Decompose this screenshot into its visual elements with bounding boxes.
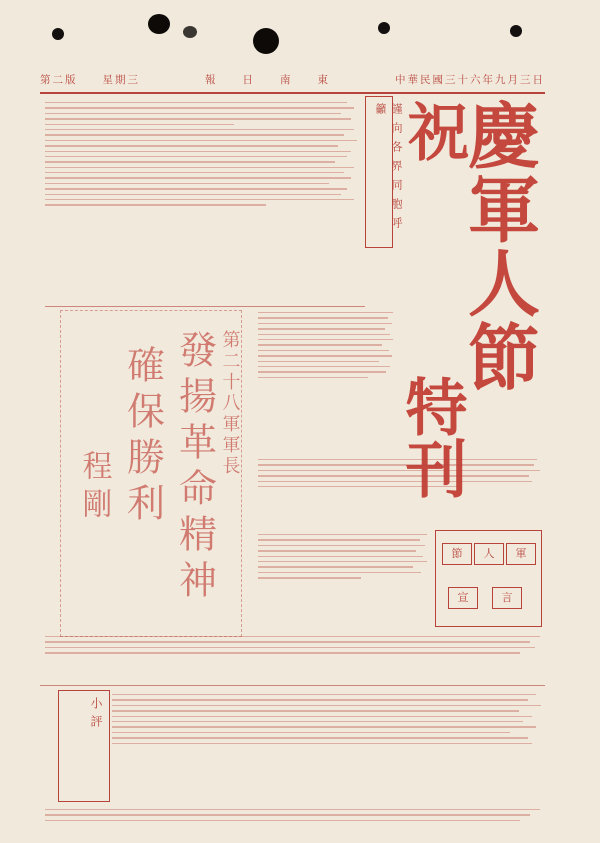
notice-cell: 節 [442, 543, 472, 565]
notice-box [435, 530, 542, 627]
section-rule [40, 685, 545, 686]
calligraphy-col-3: 第二十八軍軍長 [219, 330, 241, 477]
commentary-label: 小評 [89, 697, 103, 733]
masthead-center: 報 日 南 東 [205, 73, 330, 86]
masthead [40, 68, 545, 90]
calligraphy-col-1: 發揚革命精神 [172, 330, 217, 606]
ink-stain [253, 28, 279, 54]
article-middle-right [258, 308, 396, 448]
notice-cell: 宣 [448, 587, 478, 609]
section-rule [45, 306, 365, 307]
sub-heading: 謹向各界同胞呼籲 [374, 103, 403, 236]
special-title-suffix: 特刊 [395, 375, 468, 499]
calligraphy-col-2: 確保勝利 [120, 345, 165, 529]
ink-stain [183, 26, 197, 38]
ink-stain [148, 14, 170, 34]
special-title-main: 慶軍人節 [456, 98, 541, 394]
calligraphy-signature: 程剛 [76, 450, 112, 526]
sub-heading-box [365, 96, 403, 248]
notice-cell: 人 [474, 543, 504, 565]
commentary-box [58, 690, 110, 802]
masthead-rule [40, 92, 545, 94]
masthead-left: 第二版 星期三 [40, 73, 140, 86]
article-right-column [258, 455, 543, 525]
article-bottom [112, 690, 545, 800]
binding-hole [510, 25, 522, 37]
notice-cell: 言 [492, 587, 522, 609]
special-title-prefix: 祝 [397, 100, 470, 162]
article-wide [45, 632, 545, 682]
article-center [258, 530, 430, 628]
binding-hole [378, 22, 390, 34]
masthead-right: 中華民國三十六年九月三日 [395, 73, 545, 86]
binding-hole [52, 28, 64, 40]
article-top-left [45, 98, 360, 303]
article-footer [45, 805, 545, 837]
notice-cell: 軍 [506, 543, 536, 565]
